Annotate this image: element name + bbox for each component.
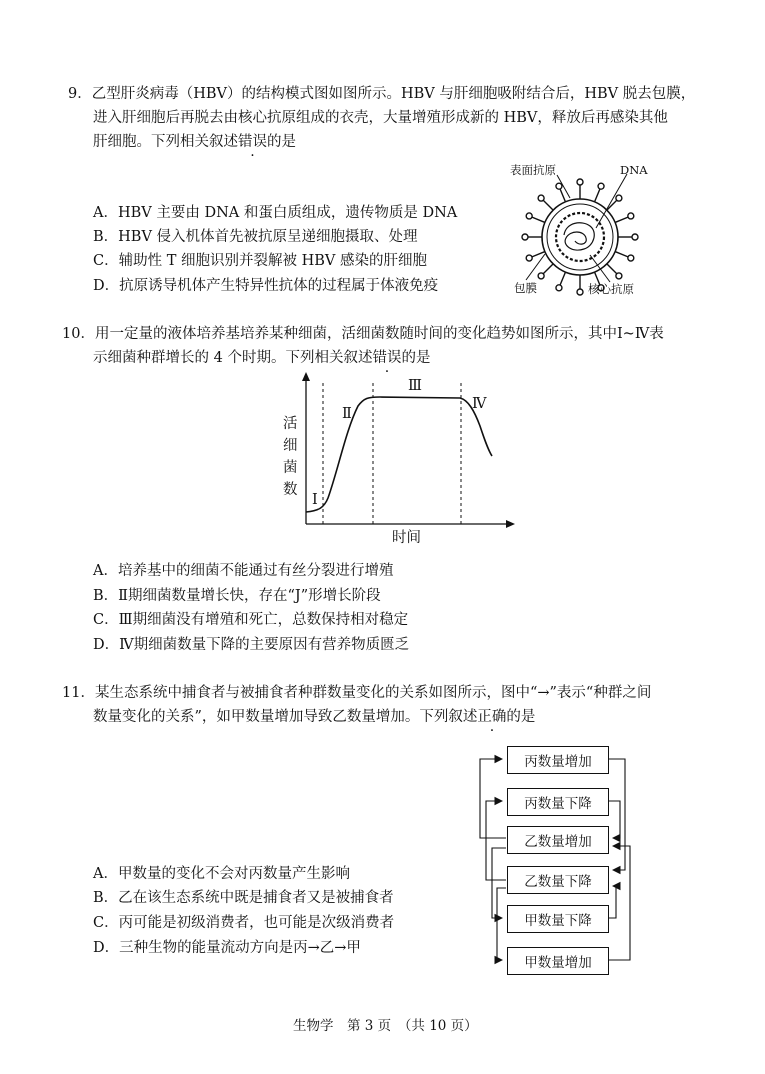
surface-antigen-knob <box>526 255 532 261</box>
growth-curve <box>306 397 492 512</box>
q10-stem-line2: 示细菌种群增长的 4 个时期。下列相关叙述错误的是 <box>93 350 431 366</box>
q9-option-d: D．抗原诱导机体产生特异性抗体的过程属于体液免疫 <box>93 278 439 294</box>
surface-antigen-knob <box>616 273 622 279</box>
surface-antigen-spike <box>615 252 628 257</box>
q9-option-a: A．HBV 主要由 DNA 和蛋白质组成，遗传物质是 DNA <box>93 205 458 221</box>
q10-option-b: B．Ⅱ期细菌数量增长快，存在“J”形增长阶段 <box>93 588 381 604</box>
q10-stem-line1: 10．用一定量的液体培养基培养某种细菌，活细菌数随时间的变化趋势如图所示，其中Ⅰ~Ⅳ表 <box>62 326 664 342</box>
population-relationship-diagram <box>470 738 640 978</box>
q11-option-c: C．丙可能是初级消费者，也可能是次级消费者 <box>93 915 395 931</box>
surface-antigen-knob <box>628 213 634 219</box>
box-bing-decrease: 丙数量下降 <box>507 788 609 816</box>
box-yi-increase: 乙数量增加 <box>507 826 609 854</box>
surface-antigen-spike <box>615 217 628 222</box>
q9-stem-line2: 进入肝细胞后再脱去由核心抗原组成的衣壳，大量增殖形成新的 HBV，释放后再感染其他 <box>93 110 668 126</box>
surface-antigen-knob <box>526 213 532 219</box>
surface-antigen-spike <box>607 200 617 210</box>
surface-antigen-spike <box>543 264 553 274</box>
box-yi-decrease: 乙数量下降 <box>507 866 609 894</box>
q11-option-d: D．三种生物的能量流动方向是丙→乙→甲 <box>93 940 361 956</box>
q11-stem-line2: 数量变化的关系”，如甲数量增加导致乙数量增加。下列叙述正确的是 <box>93 709 536 725</box>
chart-ylabel-1: 活 <box>283 416 298 432</box>
surface-antigen-spike <box>595 189 600 202</box>
page-footer: 生物学 第 3 页 （共 10 页） <box>293 1018 478 1034</box>
q10-option-c: C．Ⅲ期细菌没有增殖和死亡，总数保持相对稳定 <box>93 612 409 628</box>
q9-stem-line3: 肝细胞。下列相关叙述错误的是 <box>93 134 296 150</box>
chart-ylabel-3: 菌 <box>283 460 298 476</box>
label-envelope: 包膜 <box>514 281 537 295</box>
q11-option-b: B．乙在该生态系统中既是捕食者又是被捕食者 <box>93 890 394 906</box>
q11-stem-line1: 11．某生态系统中捕食者与被捕食者种群数量变化的关系如图所示，图中“→”表示“种群之间 <box>62 685 652 701</box>
q11-emphasis: 正确 <box>477 709 507 725</box>
surface-antigen-knob <box>538 195 544 201</box>
chart-xlabel: 时间 <box>392 530 421 546</box>
q10-option-d: D．Ⅳ期细菌数量下降的主要原因有营养物质匮乏 <box>93 637 410 653</box>
surface-antigen-knob <box>556 285 562 291</box>
phase-label-4: Ⅳ <box>472 396 487 412</box>
surface-antigen-knob <box>632 234 638 240</box>
surface-antigen-knob <box>577 179 583 185</box>
q10-option-a: A．培养基中的细菌不能通过有丝分裂进行增殖 <box>93 563 394 579</box>
box-bing-increase: 丙数量增加 <box>507 746 609 774</box>
chart-ylabel-2: 细 <box>283 438 298 454</box>
box-jia-increase: 甲数量增加 <box>507 947 609 975</box>
surface-antigen-spike <box>543 200 553 210</box>
surface-antigen-spike <box>532 217 545 222</box>
surface-antigen-knob <box>538 273 544 279</box>
q9-option-c: C．辅助性 T 细胞识别并裂解被 HBV 感染的肝细胞 <box>93 253 427 269</box>
label-core-antigen: 核心抗原 <box>588 282 634 296</box>
surface-antigen-knob <box>628 255 634 261</box>
surface-antigen-knob <box>522 234 528 240</box>
q11-option-a: A．甲数量的变化不会对丙数量产生影响 <box>93 866 350 882</box>
box-jia-decrease: 甲数量下降 <box>507 905 609 933</box>
q9-option-b: B．HBV 侵入机体首先被抗原呈递细胞摄取、处理 <box>93 229 418 245</box>
label-dna: DNA <box>620 163 648 177</box>
surface-antigen-knob <box>556 183 562 189</box>
surface-antigen-spike <box>607 264 617 274</box>
bacteria-growth-chart <box>270 370 530 550</box>
surface-antigen-spike <box>560 272 565 285</box>
surface-antigen-knob <box>598 183 604 189</box>
q9-emphasis: 错误 <box>238 134 267 150</box>
label-surface-antigen: 表面抗原 <box>510 163 556 177</box>
chart-ylabel-4: 数 <box>283 482 298 498</box>
phase-label-1: Ⅰ <box>312 492 318 508</box>
phase-label-2: Ⅱ <box>342 406 352 422</box>
surface-antigen-knob <box>577 289 583 295</box>
phase-label-3: Ⅲ <box>408 378 422 394</box>
surface-antigen-knob <box>616 195 622 201</box>
q9-stem-line1: 9．乙型肝炎病毒（HBV）的结构模式图如图所示。HBV 与肝细胞吸附结合后，HBV 脱去包膜， <box>68 86 696 102</box>
surface-antigen-spike <box>560 189 565 202</box>
q10-emphasis: 错误 <box>372 350 402 366</box>
